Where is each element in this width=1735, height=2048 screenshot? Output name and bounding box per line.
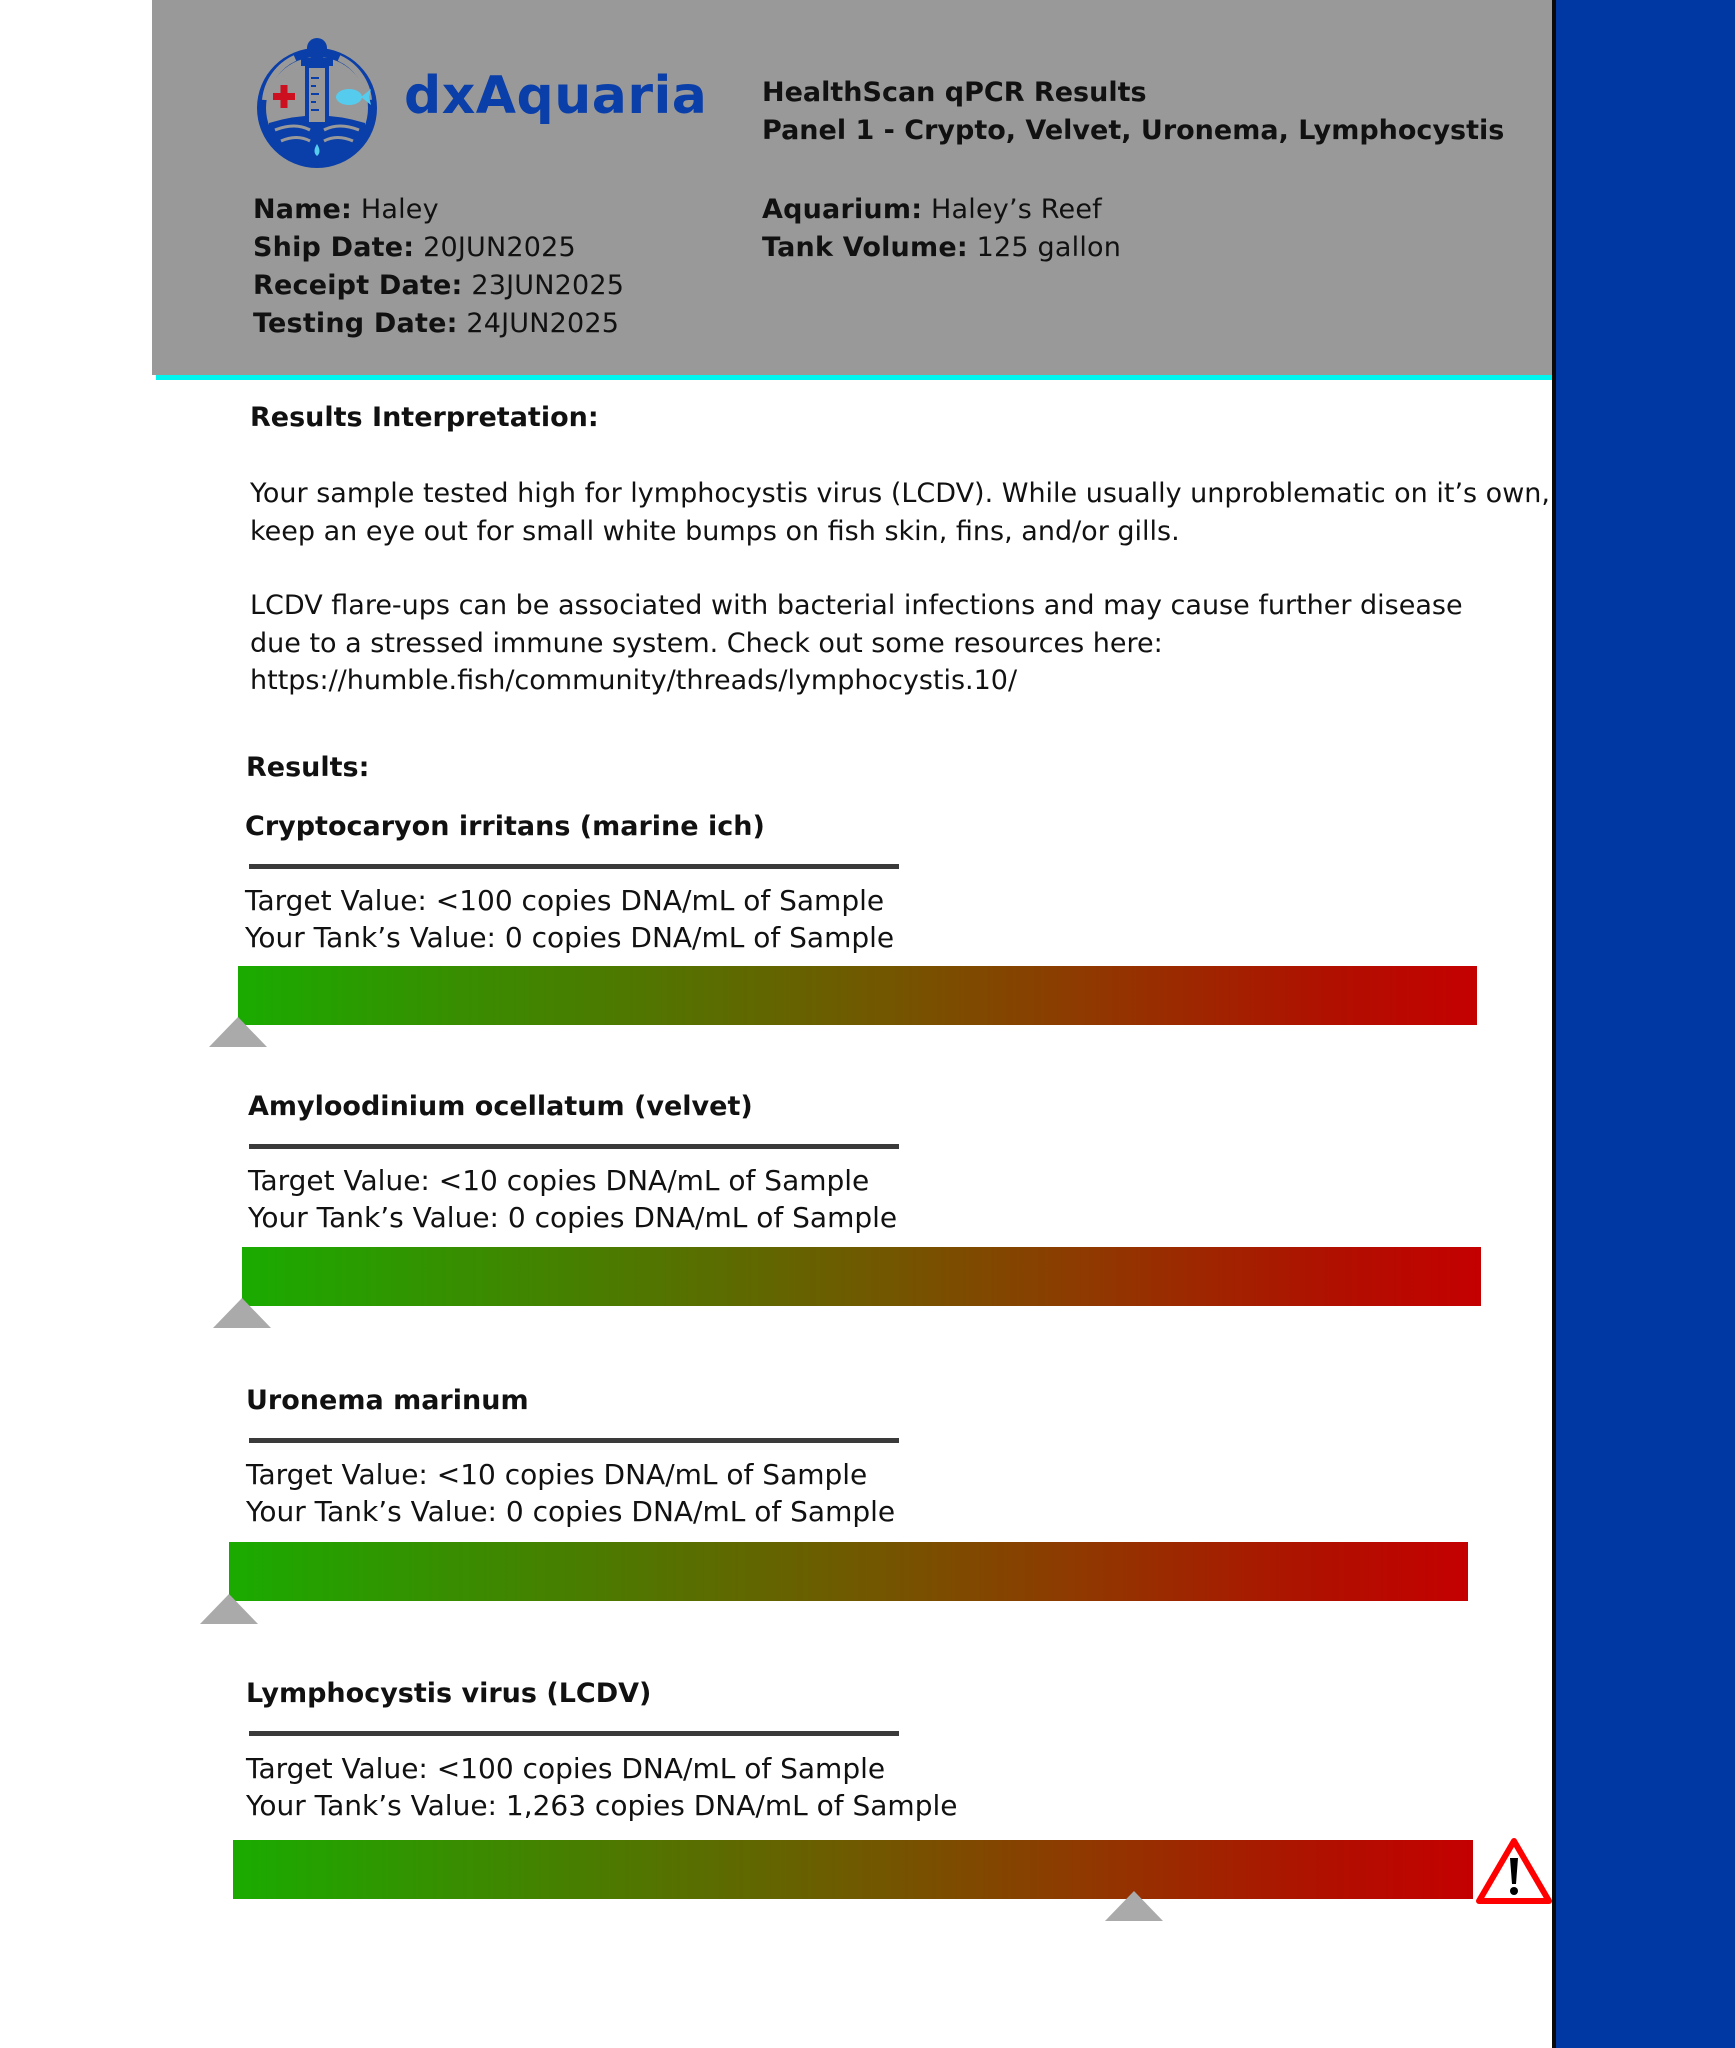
result-divider <box>249 1731 899 1736</box>
result-divider <box>249 1438 899 1443</box>
result-gauge-crypto <box>238 966 1477 1025</box>
gauge-marker-icon <box>209 1017 267 1047</box>
dropper-fish-logo-icon <box>255 38 380 170</box>
gauge-marker-icon <box>1105 1891 1163 1921</box>
resource-link[interactable]: https://humble.fish/community/threads/lymphocystis.10/ <box>250 665 1018 696</box>
brand-name: dxAquaria <box>404 66 708 126</box>
report-title: HealthScan qPCR Results <box>762 77 1147 108</box>
gauge-marker-icon <box>200 1594 258 1624</box>
gauge-marker-icon <box>213 1298 271 1328</box>
panel-title: Panel 1 - Crypto, Velvet, Uronema, Lymphocystis <box>762 115 1505 146</box>
result-gauge-uronema <box>229 1542 1468 1601</box>
interpretation-paragraph-2: LCDV flare-ups can be associated with bacterial infections and may cause further disease due to a stressed immune system. Check out some resources here: https://humble.fish/community/threads/lymphocystis.10/ <box>250 587 1463 700</box>
results-heading: Results: <box>246 752 370 783</box>
header-accent-line <box>156 375 1552 380</box>
field-testing-date: Testing Date: 24JUN2025 <box>253 308 620 339</box>
field-ship-date: Ship Date: 20JUN2025 <box>253 232 576 263</box>
interpretation-paragraph-1: Your sample tested high for lymphocystis virus (LCDV). While usually unproblematic on it’s own, keep an eye out for small white bumps on fish skin, fins, and/or gills. <box>250 478 1550 547</box>
result-title-uronema: Uronema marinum <box>246 1385 529 1416</box>
result-title-lcdv: Lymphocystis virus (LCDV) <box>246 1678 652 1709</box>
result-title-crypto: Cryptocaryon irritans (marine ich) <box>245 811 765 842</box>
result-gauge-lcdv <box>233 1840 1473 1899</box>
customer-info <box>253 191 624 343</box>
field-receipt-date: Receipt Date: 23JUN2025 <box>253 270 625 301</box>
result-title-velvet: Amyloodinium ocellatum (velvet) <box>248 1091 753 1122</box>
field-tank-volume: Tank Volume: 125 gallon <box>762 232 1122 263</box>
side-panel <box>1556 0 1735 2048</box>
warning-icon <box>1475 1836 1553 1906</box>
result-values-crypto: Target Value: <100 copies DNA/mL of Sample Your Tank’s Value: 0 copies DNA/mL of Sample <box>245 884 895 954</box>
field-aquarium: Aquarium: Haley’s Reef <box>762 194 1102 225</box>
result-divider <box>249 864 899 869</box>
result-values-lcdv: Target Value: <100 copies DNA/mL of Sample Your Tank’s Value: 1,263 copies DNA/mL of Sample <box>246 1752 958 1822</box>
aquarium-info <box>762 191 1121 267</box>
result-gauge-velvet <box>242 1247 1481 1306</box>
result-values-uronema: Target Value: <10 copies DNA/mL of Sample Your Tank’s Value: 0 copies DNA/mL of Sample <box>246 1458 896 1528</box>
field-name: Name: Haley <box>253 194 439 225</box>
page-divider <box>1552 0 1556 2048</box>
result-divider <box>249 1144 899 1149</box>
interpretation-heading: Results Interpretation: <box>250 402 599 433</box>
result-values-velvet: Target Value: <10 copies DNA/mL of Sample Your Tank’s Value: 0 copies DNA/mL of Sample <box>248 1164 898 1234</box>
